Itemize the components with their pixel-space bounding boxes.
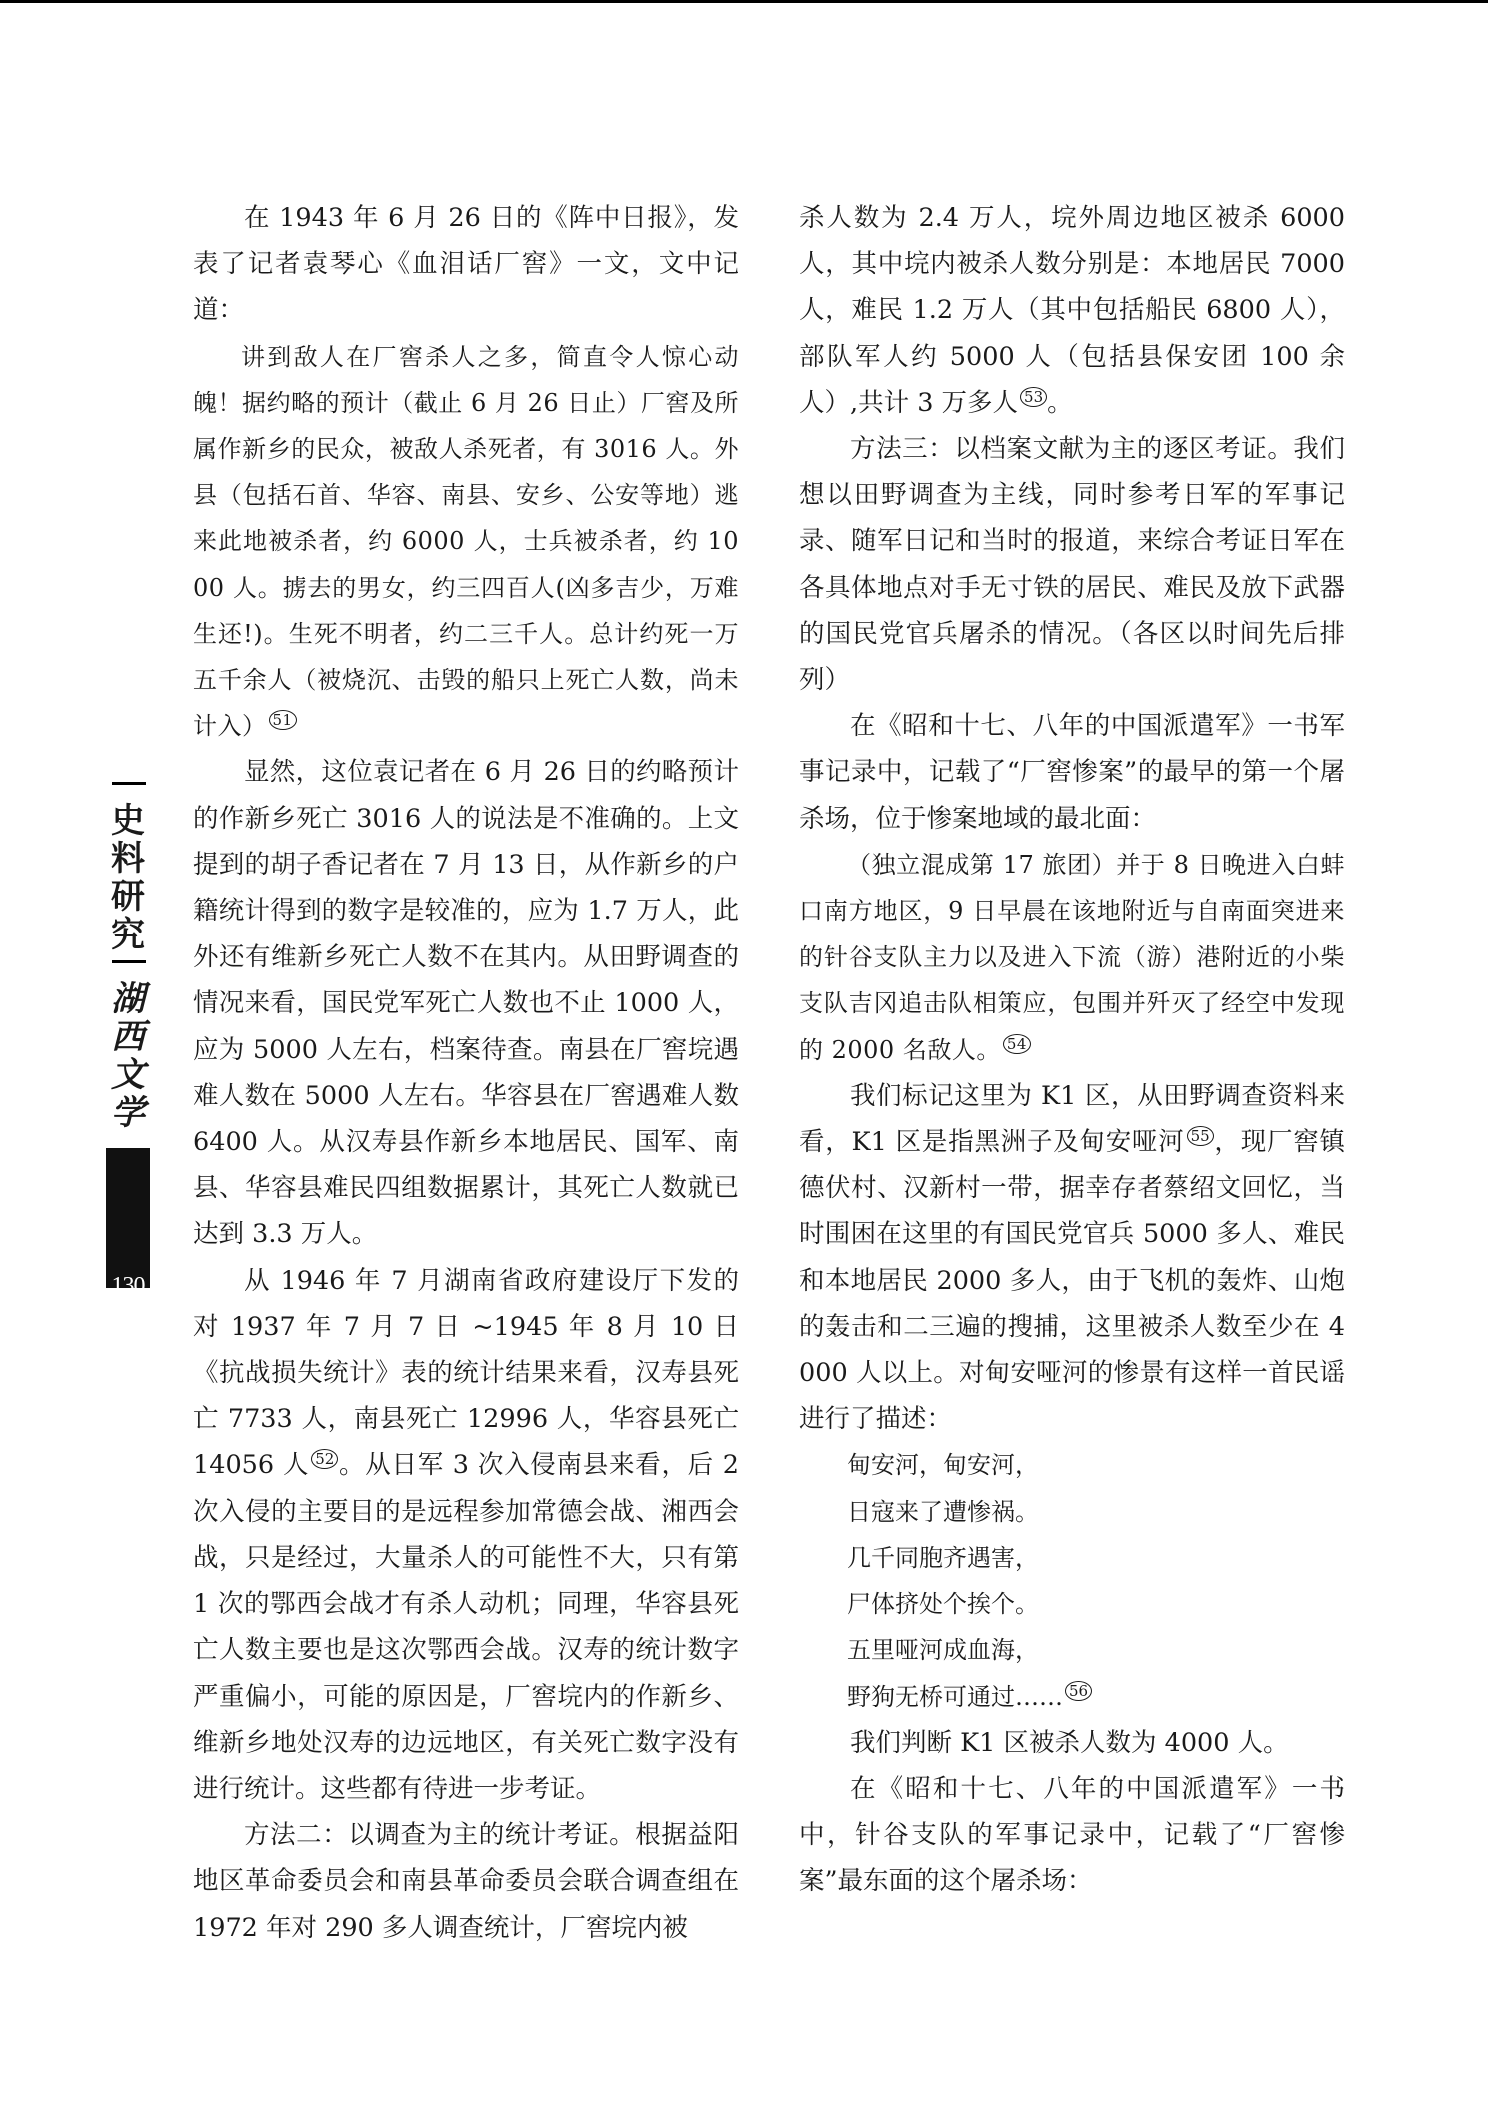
page-number-block	[106, 1148, 150, 1288]
paragraph: 在《昭和十七、八年的中国派遣军》一书中，针谷支队的军事记录中，记载了“厂窖惨案”最东面的这个屠杀场：	[799, 1773, 1345, 1897]
paragraph-text: ，现厂窖镇德伏村、汉新村一带，据幸存者蔡绍文回忆，当时围困在这里的有国民党官兵 5000 多人、难民和本地居民 2000 多人，由于飞机的轰炸、山炮的轰击和二三遍的搜捕，这里被杀人数至少在 4000 人以上。对甸安哑河的惨景有这样一首民谣进行了描述：	[799, 1127, 1345, 1435]
side-rule-top	[112, 782, 146, 785]
footnote-marker: 54	[1003, 1034, 1031, 1054]
side-rule-middle	[112, 960, 146, 963]
paragraph: 在《昭和十七、八年的中国派遣军》一书军事记录中，记载了“厂窖惨案”的最早的第一个屠杀场，位于惨案地域的最北面：	[799, 711, 1345, 834]
section-category: 史料研究	[111, 801, 145, 955]
folk-rhyme-line	[799, 1674, 1345, 1720]
paragraph-text: 从 1946 年 7 月湖南省政府建设厅下发的对 1937 年 7 月 7 日 ~1945 年 8 月 10 日《抗战损失统计》表的统计结果来看，汉寿县死亡 7733 人，南县死亡 12996 人，华容县死亡 14056 人	[193, 1265, 739, 1481]
paragraph-text: 杀人数为 2.4 万人，垸外周边地区被杀 6000 人，其中垸内被杀人数分别是：本地居民 7000 人，难民 1.2 万人（其中包括船民 6800 人），部队军人约 5000 人（包括县保安团 100 余人）,共计 3 万多人	[799, 203, 1345, 418]
left-column	[193, 195, 739, 1951]
folk-rhyme-line: 日寇来了遭惨祸。	[847, 1497, 1039, 1526]
footnote-marker: 56	[1065, 1681, 1092, 1701]
folk-rhyme-line: 几千同胞齐遇害，	[847, 1543, 1039, 1572]
block-quote	[193, 334, 739, 750]
paragraph-text: 我们标记这里为 K1 区，从田野调查资料来看，K1 区是指黑洲子及甸安哑河	[799, 1080, 1345, 1158]
paragraph-text: 。从日军 3 次入侵南县来看，后 2 次入侵的主要目的是远程参加常德会战、湘西会战，只是经过，大量杀人的可能性不大，只有第 1 次的鄂西会战才有杀人动机；同理，华容县死亡人数主要也是这次鄂西会战。汉寿的统计数字严重偏小，可能的原因是，厂窖垸内的作新乡、维新乡地处汉寿的边远地区，有关死亡数字没有进行统计。这些都有待进一步考证。	[193, 1450, 739, 1804]
verse-text: 野狗无桥可通过……	[847, 1682, 1063, 1711]
footnote-marker: 51	[269, 710, 297, 730]
paragraph	[799, 1073, 1345, 1443]
paragraph: 方法二：以调查为主的统计考证。根据益阳地区革命委员会和南县革命委员会联合调查组在 1972 年对 290 多人调查统计，厂窖垸内被	[193, 1820, 739, 1943]
paragraph-text: 。	[1047, 387, 1073, 418]
block-quote	[799, 842, 1345, 1073]
paragraph: 在 1943 年 6 月 26 日的《阵中日报》，发表了记者袁琴心《血泪话厂窖》一文，文中记道：	[193, 203, 739, 326]
paragraph: 我们判断 K1 区被杀人数为 4000 人。	[850, 1727, 1289, 1758]
quote-text: （独立混成第 17 旅团）并于 8 日晚进入白蚌口南方地区，9 日早晨在该地附近与自南面突进来的针谷支队主力以及进入下流（游）港附近的小柴支队吉冈追击队相策应，包围并歼灭了经空中发现的 2000 名敌人。	[799, 850, 1345, 1064]
page-number: 130	[111, 1273, 145, 1299]
paragraph	[193, 1258, 739, 1812]
top-border-rule	[0, 0, 1488, 3]
quote-text: 讲到敌人在厂窖杀人之多，简直令人惊心动魄！据约略的预计（截止 6 月 26 日止）厂窖及所属作新乡的民众，被敌人杀死者，有 3016 人。外县（包括石首、华容、南县、安乡、公安等地）逃来此地被杀者，约 6000 人，士兵被杀者，约 1000 人。掳去的男女，约三四百人(凶多吉少，万难生还!)。生死不明者，约二三千人。总计约死一万五千余人（被烧沉、击毁的船只上死亡人数，尚未计入）	[193, 342, 739, 741]
side-tab	[106, 770, 150, 1299]
footnote-marker: 55	[1187, 1126, 1214, 1146]
journal-brand: 湖西文学	[111, 979, 145, 1133]
folk-rhyme-line: 尸体挤处个挨个。	[847, 1590, 1039, 1619]
paragraph: 显然，这位袁记者在 6 月 26 日的约略预计的作新乡死亡 3016 人的说法是不准确的。上文提到的胡子香记者在 7 月 13 日，从作新乡的户籍统计得到的数字是较准的，应为 1.7 万人，此外还有维新乡死亡人数不在其内。从田野调查的情况来看，国民党军死亡人数也不止 1000 人，应为 5000 人左右，档案待查。南县在厂窖垸遇难人数在 5000 人左右。华容县在厂窖遇难人数 6400 人。从汉寿县作新乡本地居民、国军、南县、华容县难民四组数据累计，其死亡人数就已达到 3.3 万人。	[193, 757, 739, 1250]
folk-rhyme-line: 五里哑河成血海，	[847, 1636, 1039, 1665]
footnote-marker: 52	[311, 1449, 338, 1469]
paragraph: 方法三：以档案文献为主的逐区考证。我们想以田野调查为主线，同时参考日军的军事记录、随军日记和当时的报道，来综合考证日军在各具体地点对手无寸铁的居民、难民及放下武器的国民党官兵屠杀的情况。（各区以时间先后排列）	[799, 434, 1345, 696]
folk-rhyme-line: 甸安河，甸安河，	[847, 1451, 1039, 1480]
paragraph-continued	[799, 195, 1345, 426]
footnote-marker: 53	[1020, 387, 1047, 407]
right-column	[799, 195, 1345, 1905]
